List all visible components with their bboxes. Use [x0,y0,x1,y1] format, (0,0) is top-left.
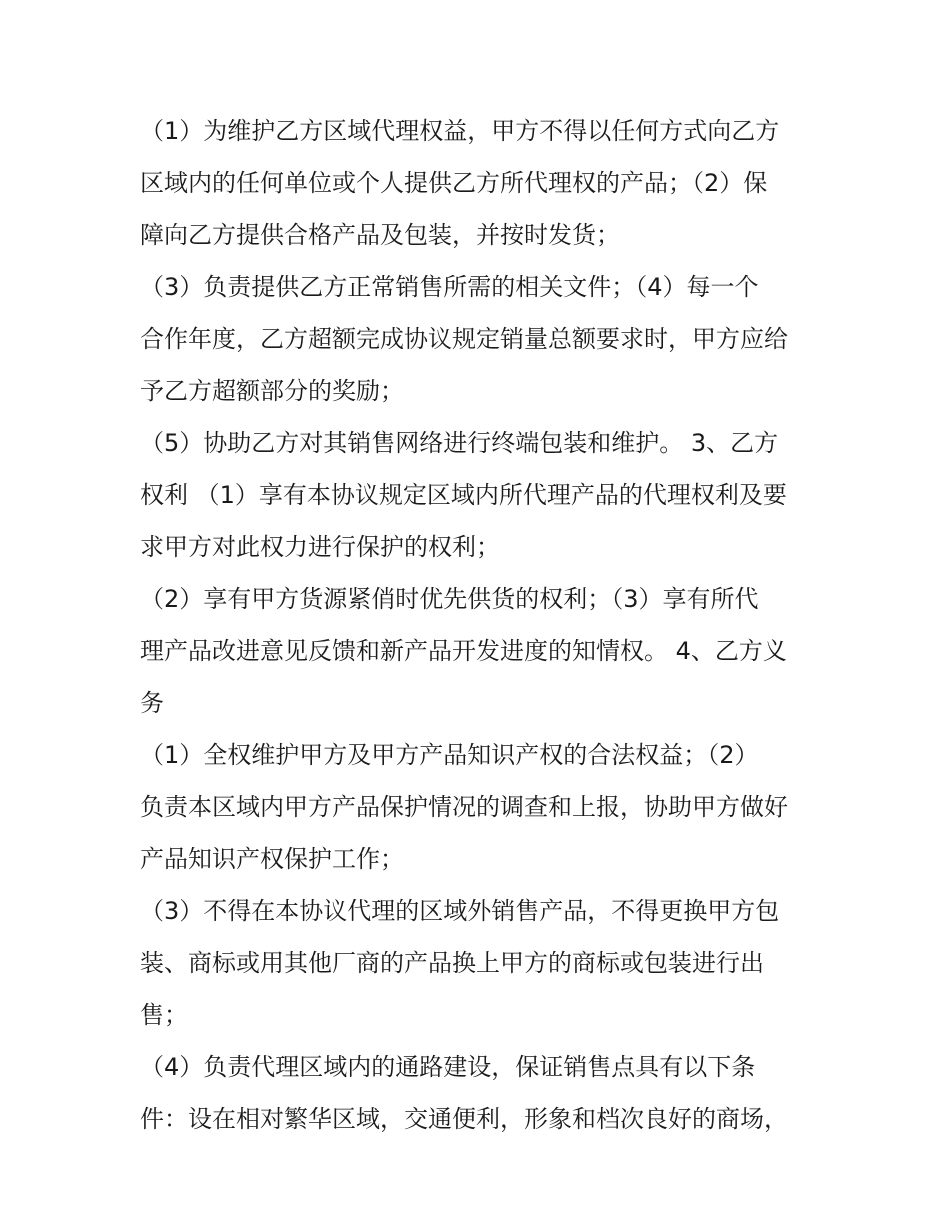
text-line: （4）负责代理区域内的通路建设，保证销售点具有以下条 [140,1053,756,1081]
text-line: 予乙方超额部分的奖励； [140,377,404,405]
text-line: 装、商标或用其他厂商的产品换上甲方的商标或包装进行出 [140,949,764,977]
text-line: （1）为维护乙方区域代理权益，甲方不得以任何方式向乙方 [140,117,780,145]
text-line: （3）不得在本协议代理的区域外销售产品，不得更换甲方包 [140,897,780,925]
text-line: 权利 （1）享有本协议规定区域内所代理产品的代理权利及要 [140,481,787,509]
text-line: 负责本区域内甲方产品保护情况的调查和上报，协助甲方做好 [140,793,788,821]
text-line: 理产品改进意见反馈和新产品开发进度的知情权。 4、乙方义 [140,637,787,665]
text-line: 求甲方对此权力进行保护的权利； [140,533,500,561]
text-line: 售； [140,1001,188,1029]
document-body [140,105,830,1145]
text-line: 障向乙方提供合格产品及包装，并按时发货； [140,221,620,249]
text-line: （3）负责提供乙方正常销售所需的相关文件；（4）每一个 [140,273,759,301]
text-line: 产品知识产权保护工作； [140,845,404,873]
text-line: 合作年度，乙方超额完成协议规定销量总额要求时，甲方应给 [140,325,788,353]
text-line: 区域内的任何单位或个人提供乙方所代理权的产品；（2）保 [140,169,768,197]
text-line: 务 [140,689,164,717]
text-line: （5）协助乙方对其销售网络进行终端包装和维护。 3、乙方 [140,429,779,457]
text-line: （1）全权维护甲方及甲方产品知识产权的合法权益；（2） [140,741,759,769]
text-line: （2）享有甲方货源紧俏时优先供货的权利；（3）享有所代 [140,585,759,613]
text-line: 件：设在相对繁华区域，交通便利，形象和档次良好的商场， [140,1105,788,1133]
